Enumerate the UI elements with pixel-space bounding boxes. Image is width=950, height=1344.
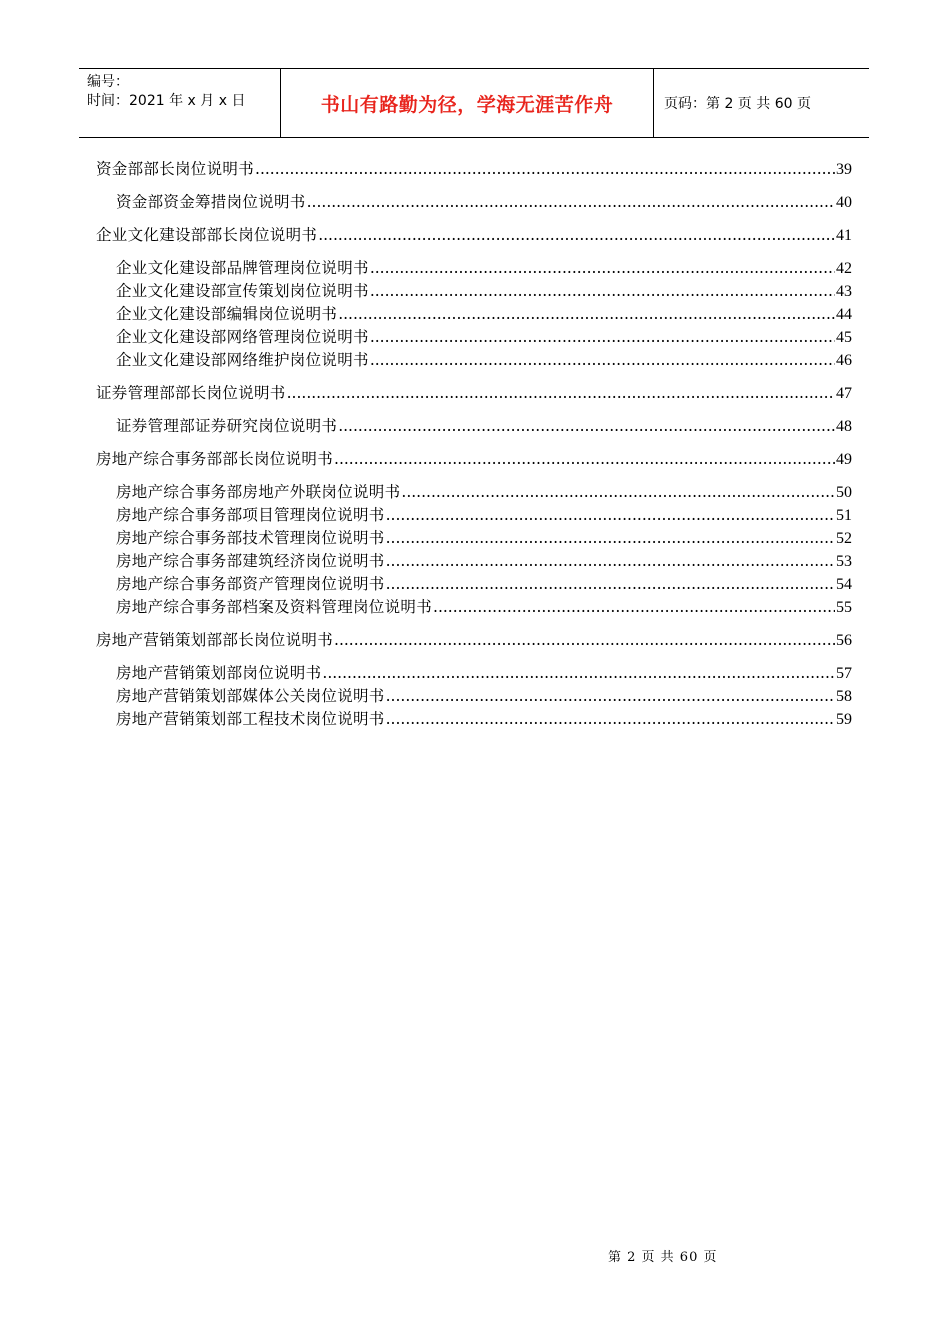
toc-entry[interactable] xyxy=(96,303,852,326)
toc-entry-page-number: 54 xyxy=(836,576,852,593)
toc-dot-leader xyxy=(370,257,835,280)
toc-entry-page-number: 56 xyxy=(836,632,852,649)
toc-entry[interactable] xyxy=(96,596,852,619)
toc-entry-title: 房地产综合事务部建筑经济岗位说明书 xyxy=(116,552,385,570)
toc-entry[interactable] xyxy=(96,708,852,731)
toc-dot-leader xyxy=(386,550,835,573)
toc-entry-page-number: 57 xyxy=(836,665,852,682)
header-meta xyxy=(79,69,281,137)
toc-entry-title: 企业文化建设部品牌管理岗位说明书 xyxy=(116,259,369,277)
toc-entry-title: 房地产综合事务部资产管理岗位说明书 xyxy=(116,575,385,593)
toc-entry[interactable] xyxy=(96,326,852,349)
toc-entry-title: 证券管理部证券研究岗位说明书 xyxy=(116,417,338,435)
toc-entry-title: 房地产营销策划部媒体公关岗位说明书 xyxy=(116,687,385,705)
toc-entry-page-number: 58 xyxy=(836,688,852,705)
toc-entry-page-number: 52 xyxy=(836,530,852,547)
toc-entry-title: 企业文化建设部宣传策划岗位说明书 xyxy=(116,282,369,300)
toc-entry-title: 资金部资金筹措岗位说明书 xyxy=(116,193,306,211)
toc-entry-title: 房地产综合事务部部长岗位说明书 xyxy=(96,450,334,468)
toc-dot-leader xyxy=(338,303,835,326)
toc-entry-title: 房地产综合事务部房地产外联岗位说明书 xyxy=(116,483,401,501)
toc-entry-page-number: 43 xyxy=(836,283,852,300)
header-page-info: 页码：第 2 页 共 60 页 xyxy=(664,96,811,112)
toc-entry-title: 房地产综合事务部技术管理岗位说明书 xyxy=(116,529,385,547)
toc-entry[interactable] xyxy=(96,685,852,708)
toc-entry-title: 房地产营销策划部岗位说明书 xyxy=(116,664,322,682)
toc-entry-page-number: 40 xyxy=(836,194,852,211)
toc-entry[interactable] xyxy=(96,257,852,280)
toc-entry[interactable] xyxy=(96,527,852,550)
toc-dot-leader xyxy=(433,596,835,619)
toc-entry[interactable] xyxy=(96,504,852,527)
toc-entry-title: 企业文化建设部编辑岗位说明书 xyxy=(116,305,338,323)
toc-dot-leader xyxy=(287,382,835,405)
toc-entry[interactable] xyxy=(96,629,852,652)
toc-entry-page-number: 49 xyxy=(836,451,852,468)
toc-entry[interactable] xyxy=(96,191,852,214)
document-time-label: 时间：2021 年 x 月 x 日 xyxy=(87,93,246,109)
toc-entry[interactable] xyxy=(96,382,852,405)
page-header xyxy=(79,68,869,138)
toc-dot-leader xyxy=(338,415,835,438)
toc-entry[interactable] xyxy=(96,158,852,181)
toc-dot-leader xyxy=(322,662,835,685)
toc-entry[interactable] xyxy=(96,662,852,685)
toc-entry-title: 房地产营销策划部部长岗位说明书 xyxy=(96,631,334,649)
toc-entry-page-number: 45 xyxy=(836,329,852,346)
toc-entry-page-number: 46 xyxy=(836,352,852,369)
toc-entry[interactable] xyxy=(96,415,852,438)
toc-entry[interactable] xyxy=(96,481,852,504)
toc-entry-title: 企业文化建设部网络管理岗位说明书 xyxy=(116,328,369,346)
toc-entry-title: 资金部部长岗位说明书 xyxy=(96,160,255,178)
toc-entry[interactable] xyxy=(96,573,852,596)
toc-entry[interactable] xyxy=(96,224,852,247)
toc-entry-title: 企业文化建设部部长岗位说明书 xyxy=(96,226,318,244)
toc-dot-leader xyxy=(386,573,835,596)
toc-dot-leader xyxy=(307,191,835,214)
toc-dot-leader xyxy=(386,685,835,708)
toc-entry-page-number: 50 xyxy=(836,484,852,501)
header-motto: 书山有路勤为径，学海无涯苦作舟 xyxy=(281,69,654,137)
toc-dot-leader xyxy=(386,504,835,527)
toc-entry-page-number: 48 xyxy=(836,418,852,435)
toc-entry-page-number: 59 xyxy=(836,711,852,728)
document-number-label: 编号： xyxy=(87,74,129,90)
toc-entry[interactable] xyxy=(96,448,852,471)
toc-entry-title: 房地产营销策划部工程技术岗位说明书 xyxy=(116,710,385,728)
toc-dot-leader xyxy=(370,349,835,372)
toc-entry-page-number: 39 xyxy=(836,161,852,178)
toc-dot-leader xyxy=(334,629,835,652)
toc-entry-page-number: 55 xyxy=(836,599,852,616)
toc-dot-leader xyxy=(370,280,835,303)
toc-dot-leader xyxy=(401,481,835,504)
toc-dot-leader xyxy=(386,708,835,731)
toc-entry-title: 房地产综合事务部档案及资料管理岗位说明书 xyxy=(116,598,433,616)
toc-dot-leader xyxy=(318,224,835,247)
toc-dot-leader xyxy=(386,527,835,550)
toc-entry-page-number: 41 xyxy=(836,227,852,244)
toc-entry-page-number: 44 xyxy=(836,306,852,323)
toc-entry-page-number: 47 xyxy=(836,385,852,402)
table-of-contents xyxy=(96,158,852,731)
toc-entry-title: 房地产综合事务部项目管理岗位说明书 xyxy=(116,506,385,524)
toc-entry-title: 企业文化建设部网络维护岗位说明书 xyxy=(116,351,369,369)
toc-dot-leader xyxy=(255,158,835,181)
page-footer: 第 2 页 共 60 页 xyxy=(608,1250,718,1265)
toc-entry[interactable] xyxy=(96,550,852,573)
toc-entry-page-number: 51 xyxy=(836,507,852,524)
toc-entry-title: 证券管理部部长岗位说明书 xyxy=(96,384,286,402)
toc-dot-leader xyxy=(334,448,835,471)
toc-entry[interactable] xyxy=(96,280,852,303)
toc-dot-leader xyxy=(370,326,835,349)
toc-entry[interactable] xyxy=(96,349,852,372)
toc-entry-page-number: 42 xyxy=(836,260,852,277)
toc-entry-page-number: 53 xyxy=(836,553,852,570)
